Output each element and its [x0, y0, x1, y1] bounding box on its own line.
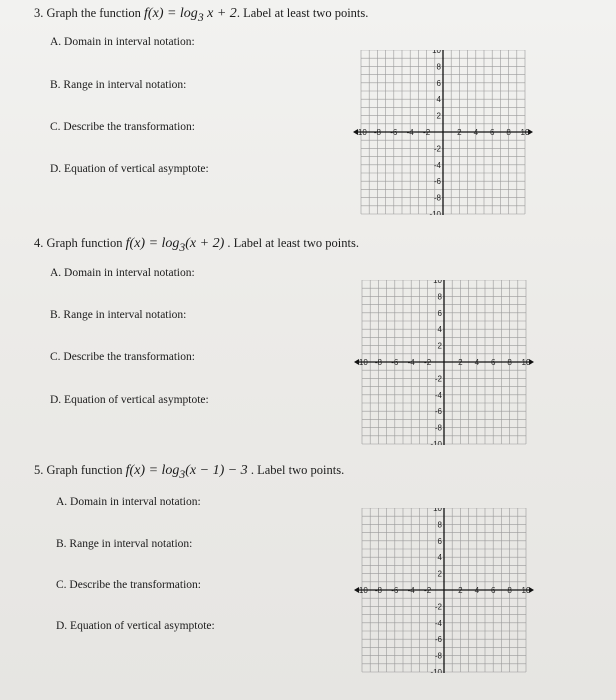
x-tick-label: -4 — [406, 128, 414, 137]
y-tick-label: -10 — [430, 440, 442, 445]
problem-lead: Graph function — [46, 463, 123, 477]
asymptote-question: D. Equation of vertical asymptote: — [50, 163, 209, 175]
function-name: f(x) = log — [144, 6, 198, 21]
y-tick-label: -4 — [433, 160, 441, 170]
y-tick-label: 2 — [436, 111, 441, 121]
problem-lead: Graph function — [46, 236, 123, 250]
function-expression — [125, 236, 225, 254]
y-tick-label: 4 — [436, 95, 441, 105]
x-tick-label: 10 — [520, 128, 530, 137]
domain-question: A. Domain in interval notation: — [50, 267, 195, 279]
log-base: 3 — [179, 467, 186, 481]
y-tick-label: 6 — [437, 308, 442, 318]
x-tick-label: 6 — [490, 586, 496, 595]
grid-svg[interactable] — [348, 50, 538, 215]
x-tick-label: -6 — [391, 358, 399, 367]
x-tick-label: 4 — [474, 586, 480, 595]
transformation-question: C. Describe the transformation: — [50, 351, 195, 363]
range-question: B. Range in interval notation: — [50, 79, 187, 91]
y-tick-label: -6 — [433, 177, 441, 187]
function-name: f(x) = log — [125, 236, 180, 251]
y-tick-label: 8 — [437, 292, 442, 302]
x-tick-label: -4 — [407, 358, 415, 367]
transformation-question: C. Describe the transformation: — [50, 121, 195, 133]
y-tick-label: -4 — [434, 390, 442, 400]
function-expression — [144, 6, 237, 24]
log-base: 3 — [179, 240, 186, 254]
problem-instruction: . Label at least two points. — [227, 236, 359, 250]
problem-4-heading — [34, 236, 359, 254]
x-tick-label: -10 — [356, 586, 368, 595]
function-argument: x + 2 — [203, 6, 237, 21]
asymptote-question: D. Equation of vertical asymptote: — [56, 620, 215, 632]
y-tick-label: 8 — [437, 520, 442, 530]
x-tick-label: -10 — [355, 128, 367, 137]
problem-number: 5. — [34, 463, 44, 477]
x-tick-label: -4 — [407, 586, 415, 595]
y-tick-label: 4 — [437, 553, 442, 563]
problem-number: 3. — [34, 6, 44, 20]
y-tick-label: 10 — [433, 280, 442, 285]
problem-instruction: . Label at least two points. — [236, 6, 369, 20]
problem-lead: Graph the function — [46, 6, 141, 20]
range-question: B. Range in interval notation: — [56, 538, 193, 550]
y-tick-label: 6 — [437, 536, 442, 546]
x-tick-label: 6 — [489, 128, 495, 137]
x-tick-label: 10 — [521, 358, 531, 367]
asymptote-question: D. Equation of vertical asymptote: — [50, 394, 209, 406]
x-tick-label: 4 — [473, 128, 479, 137]
y-tick-label: 4 — [437, 325, 442, 335]
x-tick-label: 2 — [458, 358, 463, 367]
problem-number: 4. — [34, 236, 44, 250]
log-base: 3 — [197, 10, 204, 24]
y-tick-label: -2 — [433, 144, 441, 154]
y-tick-label: -4 — [434, 618, 442, 628]
y-tick-label: 8 — [436, 62, 441, 72]
problem-3-heading — [34, 6, 368, 24]
x-tick-label: 2 — [457, 128, 462, 137]
x-tick-label: -8 — [374, 358, 382, 367]
x-tick-label: 6 — [490, 358, 496, 367]
coordinate-grid[interactable] — [349, 508, 539, 678]
x-tick-label: -2 — [423, 128, 431, 137]
x-tick-label: 10 — [521, 586, 531, 595]
x-tick-label: 8 — [506, 128, 511, 137]
x-tick-label: -2 — [424, 358, 432, 367]
function-expression — [125, 463, 248, 481]
y-tick-label: -10 — [430, 668, 442, 673]
grid-svg[interactable] — [349, 508, 539, 673]
domain-question: A. Domain in interval notation: — [50, 36, 195, 48]
x-tick-label: -10 — [356, 358, 368, 367]
y-tick-label: -6 — [434, 635, 442, 645]
problem-instruction: . Label two points. — [250, 463, 345, 477]
x-tick-label: 8 — [507, 586, 512, 595]
transformation-question: C. Describe the transformation: — [56, 579, 201, 591]
y-tick-label: -6 — [434, 407, 442, 417]
y-tick-label: -2 — [434, 374, 442, 384]
y-tick-label: -2 — [434, 602, 442, 612]
y-tick-label: 10 — [432, 50, 441, 55]
y-tick-label: 2 — [437, 569, 442, 579]
x-tick-label: 4 — [474, 358, 480, 367]
y-tick-label: -8 — [434, 423, 442, 433]
y-tick-label: -8 — [433, 193, 441, 203]
function-name: f(x) = log — [125, 463, 180, 478]
coordinate-grid[interactable] — [349, 280, 539, 450]
y-tick-label: 10 — [433, 508, 442, 513]
y-tick-label: 6 — [436, 78, 441, 88]
grid-svg[interactable] — [349, 280, 539, 445]
function-argument: (x + 2) — [185, 236, 225, 251]
x-tick-label: -8 — [374, 586, 382, 595]
y-tick-label: -10 — [429, 210, 441, 215]
domain-question: A. Domain in interval notation: — [56, 496, 201, 508]
range-question: B. Range in interval notation: — [50, 309, 187, 321]
y-tick-label: -8 — [434, 651, 442, 661]
y-tick-label: 2 — [437, 341, 442, 351]
problem-5-heading — [34, 463, 344, 481]
x-tick-label: -6 — [390, 128, 398, 137]
x-tick-label: -2 — [424, 586, 432, 595]
function-argument: (x − 1) − 3 — [185, 463, 248, 478]
x-tick-label: -8 — [373, 128, 381, 137]
x-tick-label: -6 — [391, 586, 399, 595]
x-tick-label: 2 — [458, 586, 463, 595]
x-tick-label: 8 — [507, 358, 512, 367]
coordinate-grid[interactable] — [348, 50, 538, 220]
